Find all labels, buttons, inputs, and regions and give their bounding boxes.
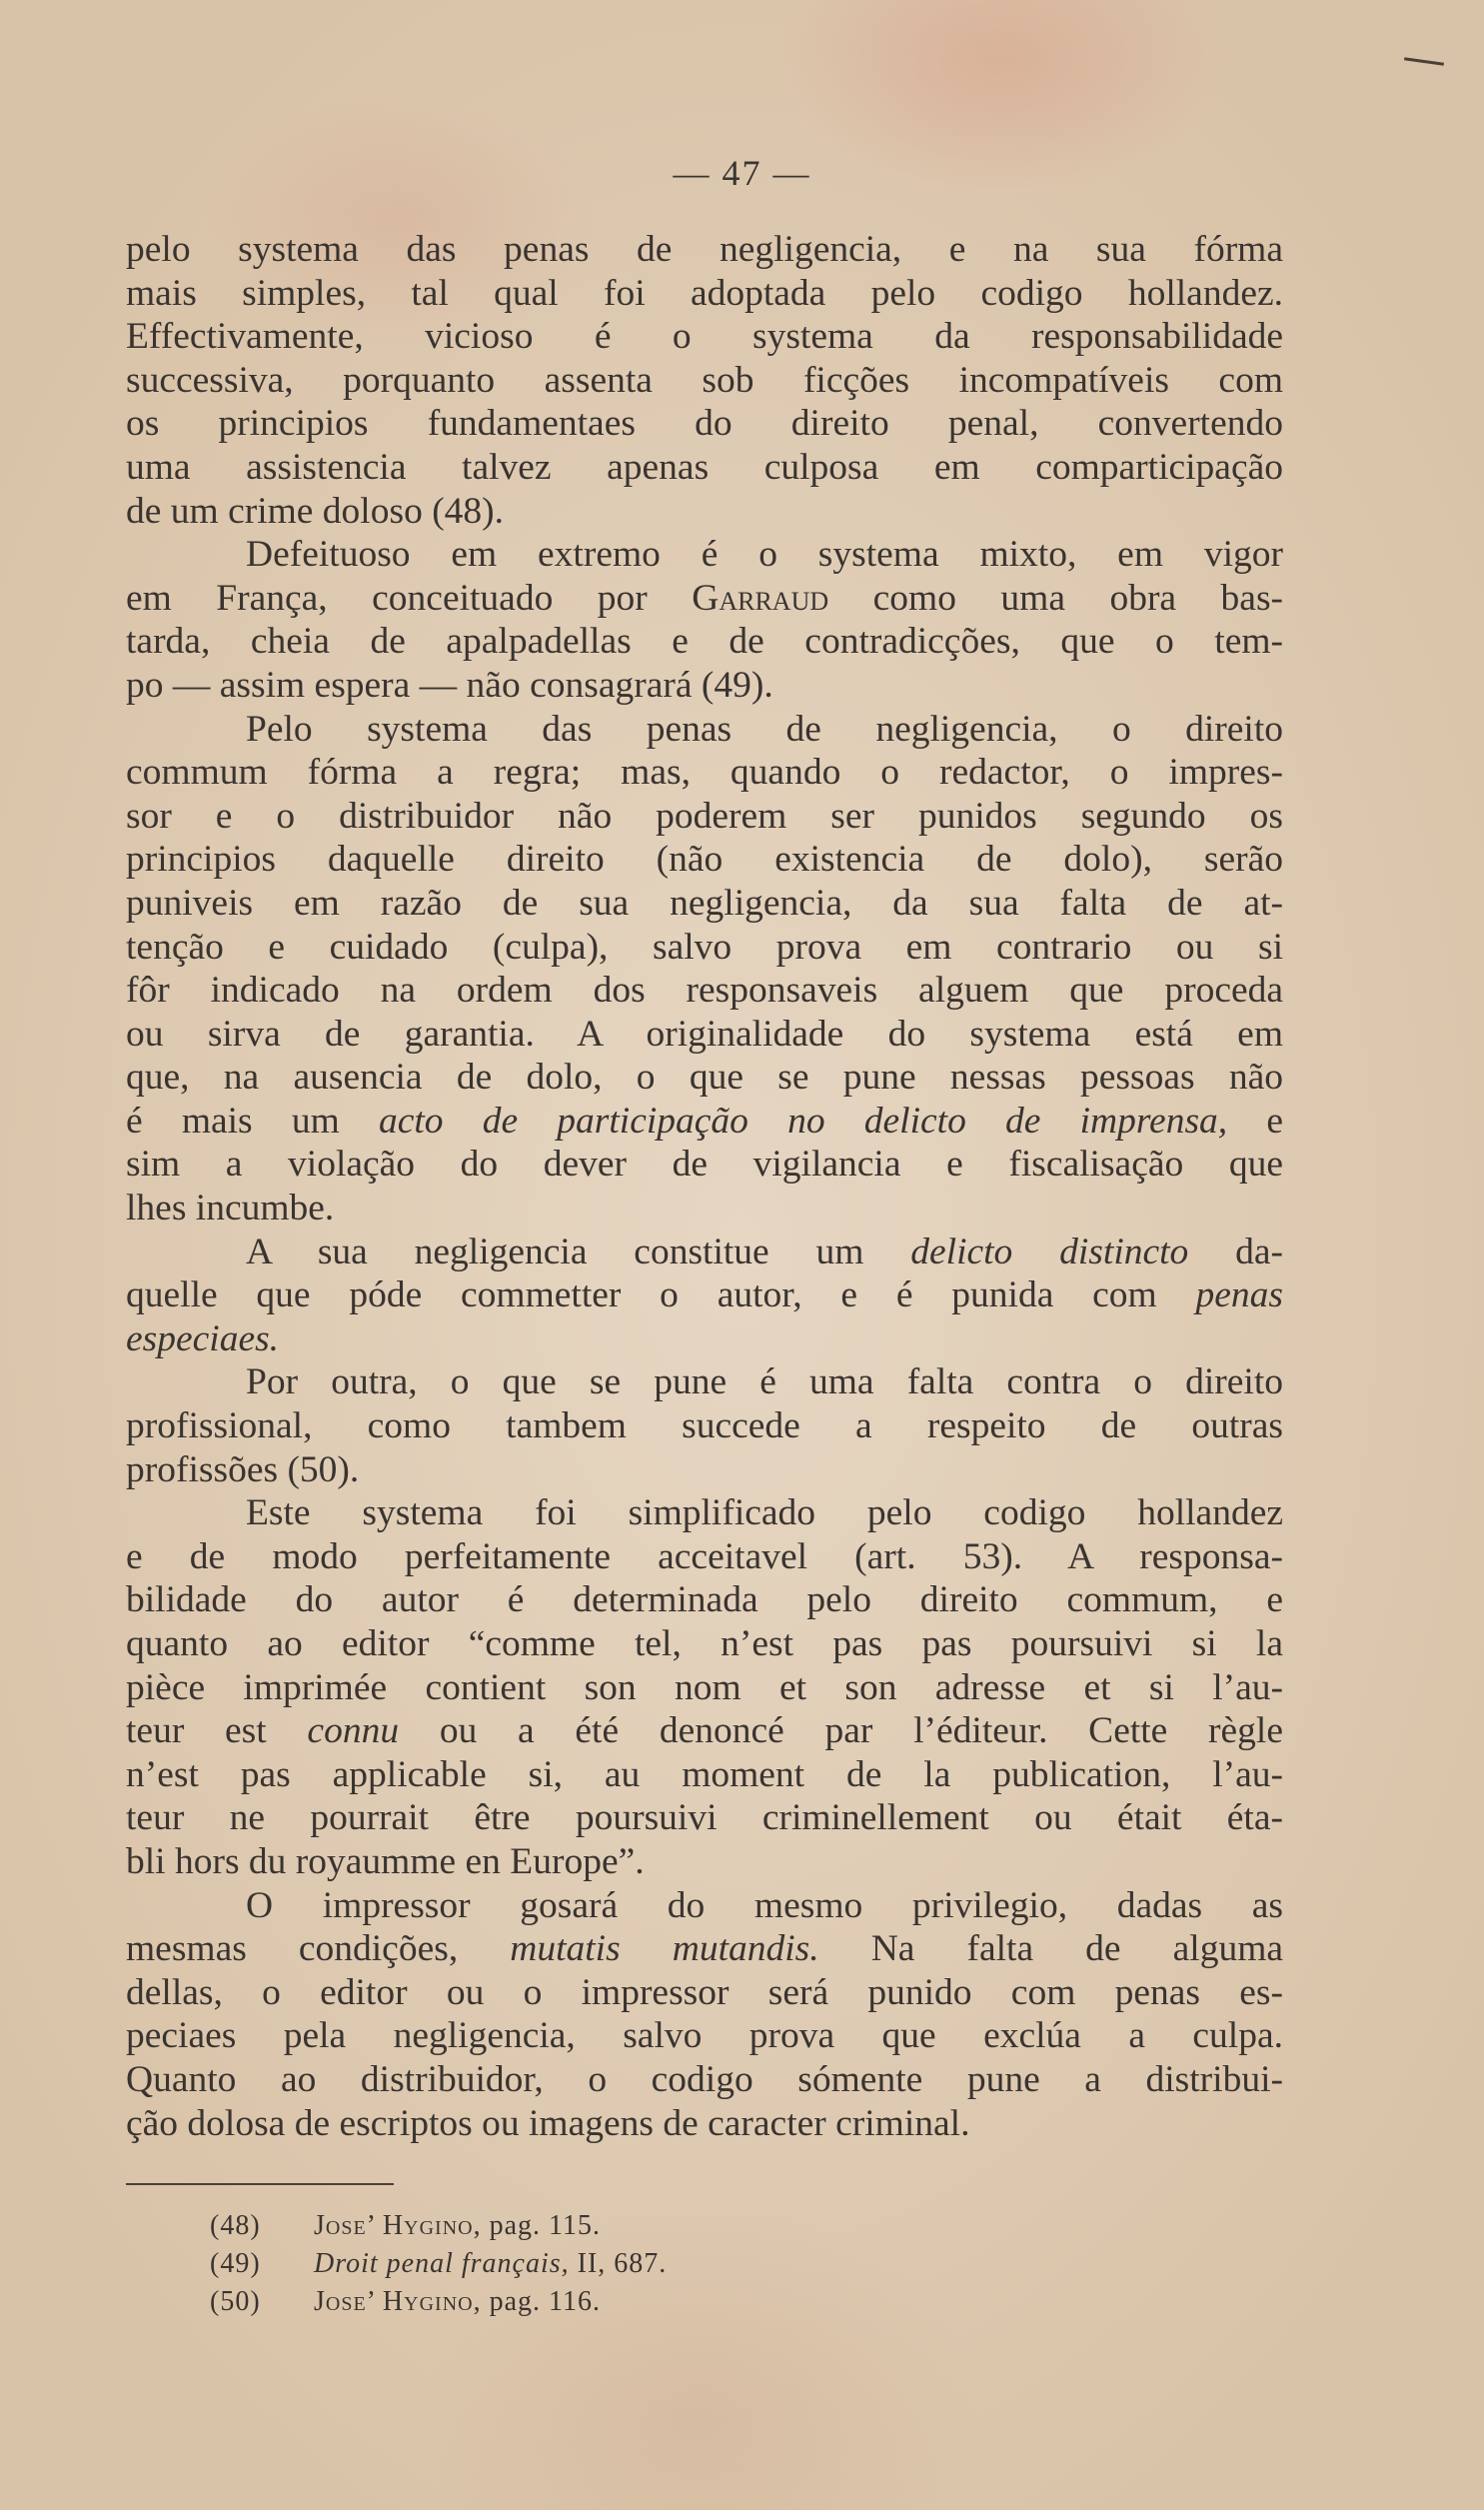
text-line: teur ne pourrait être poursuivi criminellement ou était éta-	[126, 1797, 1283, 1839]
text-line: pièce imprimée contient son nom et son adresse et si l’au-	[126, 1666, 1283, 1708]
text-line: Este systema foi simplificado pelo codigo hollandez	[246, 1492, 1283, 1534]
footnote-49	[210, 2245, 667, 2283]
text-line	[126, 1100, 1283, 1144]
footnote-separator-rule	[126, 2183, 394, 2185]
text-line: successiva, porquanto assenta sob ficções incompatíveis com	[126, 359, 1283, 401]
italic-phrase: connu	[307, 1710, 400, 1752]
text-line: Effectivamente, vicioso é o systema da responsabilidade	[126, 316, 1283, 358]
text-span: como uma obra bas-	[872, 577, 1284, 619]
text-line: profissões (50).	[126, 1448, 360, 1490]
text-span: teur est	[126, 1710, 267, 1752]
text-line: ou sirva de garantia. A originalidade do systema está em	[126, 1013, 1283, 1055]
footnote-number: (50)	[210, 2286, 261, 2317]
page-number: — 47 —	[673, 153, 811, 193]
text-line: quanto ao editor “comme tel, n’est pas pas poursuivi si la	[126, 1623, 1283, 1664]
italic-phrase: especiaes.	[126, 1317, 280, 1359]
text-line	[126, 1231, 1283, 1274]
text-line: po — assim espera — não consagrará (49).	[126, 664, 773, 706]
text-line: fôr indicado na ordem dos responsaveis alguem que proceda	[126, 970, 1283, 1012]
text-line: tarda, cheia de apalpadellas e de contradicções, que o tem-	[126, 621, 1283, 663]
text-line: uma assistencia talvez apenas culposa em comparticipação	[126, 446, 1283, 488]
italic-phrase: mutatis mutandis.	[510, 1928, 819, 1970]
footnote-number: (48)	[210, 2210, 261, 2241]
text-line: mais simples, tal qual foi adoptada pelo codigo hollandez.	[126, 272, 1283, 314]
text-line: n’est pas applicable si, au moment de la publication, l’au-	[126, 1753, 1283, 1795]
footnote-author: Jose’ Hygino,	[314, 2286, 482, 2317]
text-line: Pelo systema das penas de negligencia, o direito	[246, 708, 1283, 750]
text-line: commum fórma a regra; mas, quando o redactor, o impres-	[126, 752, 1283, 794]
text-line: pelo systema das penas de negligencia, e na sua fórma	[126, 229, 1283, 270]
italic-phrase: penas	[1195, 1274, 1283, 1316]
text-line: que, na ausencia de dolo, o que se pune nessas pessoas não	[126, 1057, 1283, 1099]
text-line	[126, 1273, 1283, 1317]
text-line: bli hors du royaumme en Europe”.	[126, 1840, 645, 1882]
text-span: ou a été denoncé par l’éditeur. Cette règle	[439, 1710, 1283, 1752]
text-line: bilidade do autor é determinada pelo direito commum, e	[126, 1579, 1283, 1621]
text-line: principios daquelle direito (não existencia de dolo), serão	[126, 839, 1283, 881]
text-span: em França, conceituado por	[126, 577, 648, 619]
text-line: lhes incumbe.	[126, 1188, 335, 1230]
italic-phrase: delicto distincto	[910, 1231, 1189, 1272]
footnote-author: Jose’ Hygino,	[314, 2210, 482, 2241]
footnotes	[210, 2207, 667, 2321]
text-line	[126, 1927, 1283, 1971]
footnote-ref: pag. 115.	[489, 2210, 601, 2241]
text-line: Defeituoso em extremo é o systema mixto, em vigor	[246, 534, 1283, 576]
text-line	[126, 1709, 1283, 1753]
text-span: quelle que póde commetter o autor, e é punida com	[126, 1274, 1157, 1316]
text-line: e de modo perfeitamente acceitavel (art. 53). A responsa-	[126, 1535, 1283, 1577]
text-line: ção dolosa de escriptos ou imagens de caracter criminal.	[126, 2102, 970, 2144]
text-line: os principios fundamentaes do direito penal, convertendo	[126, 403, 1283, 445]
italic-phrase: acto de participação no delicto de imprensa,	[378, 1100, 1228, 1142]
text-span: Na falta de alguma	[870, 1928, 1284, 1970]
text-span: é mais um	[126, 1100, 340, 1142]
footnote-number: (49)	[210, 2248, 261, 2279]
text-span: A sua negligencia constitue um	[246, 1231, 864, 1272]
text-span: da-	[1235, 1231, 1284, 1272]
text-line: dellas, o editor ou o impressor será punido com penas es-	[126, 1971, 1283, 2013]
text-line: Quanto ao distribuidor, o codigo sómente pune a distribui-	[126, 2058, 1283, 2100]
text-line	[126, 577, 1283, 621]
footnote-50	[210, 2283, 667, 2321]
text-line: puniveis em razão de sua negligencia, da sua falta de at-	[126, 882, 1283, 924]
corner-ink-mark	[1404, 57, 1444, 66]
text-line: peciaes pela negligencia, salvo prova que exclúa a culpa.	[126, 2015, 1283, 2057]
footnote-ref: II, 687.	[577, 2248, 668, 2279]
text-line: sor e o distribuidor não poderem ser punidos segundo os	[126, 795, 1283, 837]
author-name-smallcaps: Garraud	[692, 577, 829, 619]
text-line	[126, 1317, 1283, 1361]
text-line: de um crime doloso (48).	[126, 490, 505, 532]
text-line: sim a violação do dever de vigilancia e fiscalisação que	[126, 1144, 1283, 1186]
text-line: O impressor gosará do mesmo privilegio, dadas as	[246, 1884, 1283, 1926]
body-text	[126, 228, 1283, 2145]
footnote-ref: pag. 116.	[489, 2286, 601, 2317]
footnote-title: Droit penal français,	[314, 2248, 570, 2279]
text-span: e	[1266, 1100, 1284, 1142]
text-line: tenção e cuidado (culpa), salvo prova em contrario ou si	[126, 926, 1283, 968]
footnote-48	[210, 2207, 667, 2245]
text-line: profissional, como tambem succede a respeito de outras	[126, 1405, 1283, 1447]
text-line: Por outra, o que se pune é uma falta contra o direito	[246, 1361, 1283, 1403]
text-span: mesmas condições,	[126, 1928, 459, 1970]
